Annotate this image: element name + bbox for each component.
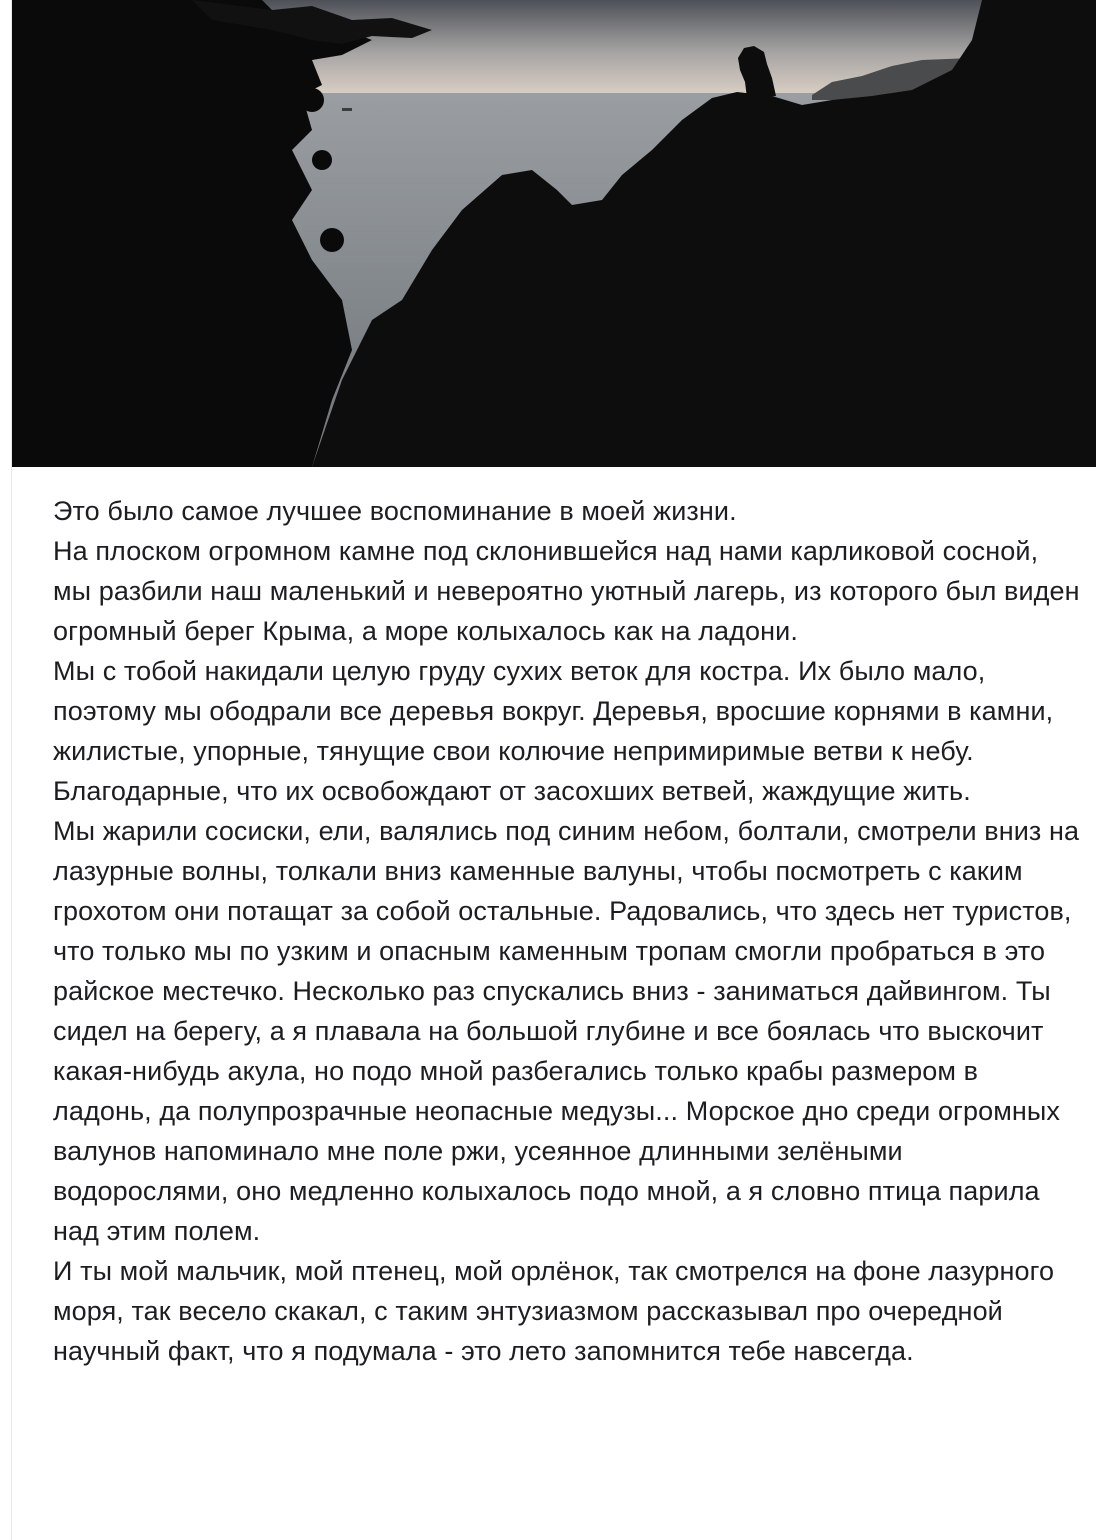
post-body-text bbox=[53, 491, 1083, 1371]
post-paragraph: Это было самое лучшее воспоминание в моей жизни. bbox=[53, 496, 737, 526]
post-paragraph: На плоском огромном камне под склонившейся над нами карликовой сосной, мы разбили наш маленький и невероятно уютный лагерь, из которого был виден огромный берег Крыма, а море колыхалось как на ладони. bbox=[53, 536, 1080, 646]
post-paragraph: Мы с тобой накидали целую груду сухих веток для костра. Их было мало, поэтому мы ободрали все деревья вокруг. Деревья, вросшие корнями в камни, жилистые, упорные, тянущие свои колючие непримиримые ветви к небу. Благодарные, что их освобождают от засохших ветвей, жаждущие жить. bbox=[53, 656, 1054, 806]
post-paragraph: И ты мой мальчик, мой птенец, мой орлёнок, так смотрелся на фоне лазурного моря, так весело скакал, с таким энтузиазмом рассказывал про очередной научный факт, что я подумала - это лето запомнится тебе навсегда. bbox=[53, 1256, 1055, 1366]
card-left-border bbox=[0, 0, 12, 1540]
post-photo[interactable] bbox=[12, 0, 1096, 467]
post-paragraph: Мы жарили сосиски, ели, валялись под синим небом, болтали, смотрели вниз на лазурные волны, толкали вниз каменные валуны, чтобы посмотреть с каким грохотом они потащат за собой остальные. Радовались, что здесь нет туристов, что только мы по узким и опасным каменным тропам смогли пробраться в это райское местечко. Несколько раз спускались вниз - заниматься дайвингом. Ты сидел на берегу, а я плавала на большой глубине и все боялась что выскочит какая-нибудь акула, но подо мной разбегались только крабы размером в ладонь, да полупрозрачные неопасные медузы... Морское дно среди огромных валунов напоминало мне поле ржи, усеянное длинными зелёными водорослями, оно медленно колыхалось подо мной, а я словно птица парила над этим полем. bbox=[53, 816, 1080, 1246]
sunset-sea-cliff-silhouette-photo bbox=[12, 0, 1096, 467]
